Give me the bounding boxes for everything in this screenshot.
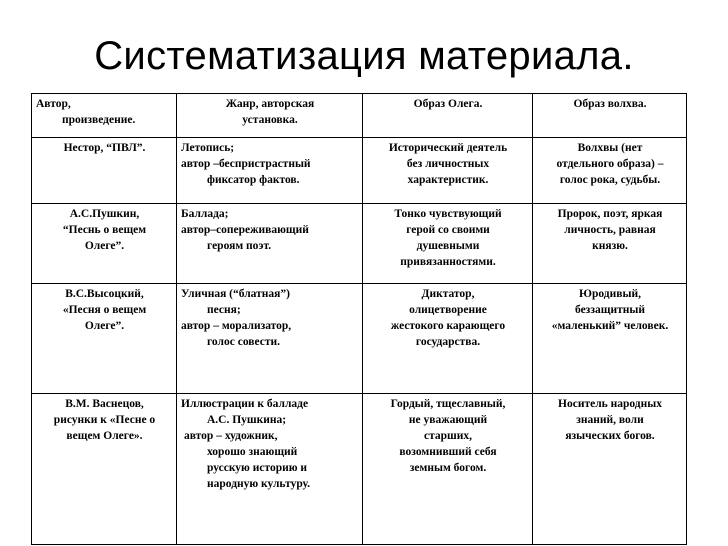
- cell-line: земным богом.: [409, 462, 487, 474]
- cell-line: песня;: [207, 304, 241, 316]
- table-cell: [32, 138, 177, 204]
- cell-line: произведение.: [62, 114, 136, 126]
- table-cell: [533, 138, 687, 204]
- table-cell: [363, 204, 533, 284]
- slide-title: Систематизация материала.: [94, 34, 634, 78]
- cell-line: старших,: [424, 430, 472, 442]
- table-cell: [533, 284, 687, 394]
- table-cell: [363, 394, 533, 545]
- cell-line: не уважающий: [408, 414, 488, 426]
- table-row: [32, 204, 687, 284]
- cell-line: без личностных: [406, 158, 490, 170]
- table-cell: [177, 204, 363, 284]
- cell-line: установка.: [242, 114, 298, 126]
- cell-line: Уличная (“блатная”): [181, 288, 290, 300]
- cell-line: жестокого карающего: [390, 320, 506, 332]
- cell-line: душевными: [416, 240, 480, 252]
- table-cell: [177, 284, 363, 394]
- table-cell: [363, 284, 533, 394]
- cell-line: Волхвы (нет: [577, 142, 643, 154]
- cell-line: героям поэт.: [207, 240, 272, 252]
- cell-line: Юродивый,: [579, 288, 641, 300]
- cell-line: отдельного образа) –: [556, 158, 664, 170]
- table-cell: [177, 138, 363, 204]
- table-row: [32, 284, 687, 394]
- cell-line: В.С.Высоцкий,: [65, 288, 144, 300]
- cell-line: автор–сопереживающий: [181, 224, 309, 236]
- cell-line: Иллюстрации к балладе: [181, 398, 309, 410]
- cell-line: вещем Олеге».: [66, 430, 143, 442]
- cell-line: «Песня о вещем: [62, 304, 147, 316]
- cell-line: А.С. Пушкина;: [207, 414, 287, 426]
- table-header-row: [32, 94, 687, 138]
- cell-line: рисунки к «Песне о: [53, 414, 156, 426]
- cell-line: Пророк, поэт, яркая: [557, 208, 663, 220]
- cell-line: Тонко чувствующий: [394, 208, 502, 220]
- cell-line: «маленький” человек.: [551, 320, 669, 332]
- cell-line: русскую историю и: [207, 462, 308, 474]
- cell-line: Образ Олега.: [413, 98, 483, 110]
- cell-line: А.С.Пушкин,: [69, 208, 140, 220]
- cell-line: государства.: [415, 336, 481, 348]
- cell-line: народную культуру.: [207, 478, 311, 490]
- cell-line: возомнивший себя: [399, 446, 497, 458]
- table-row: [32, 138, 687, 204]
- cell-line: знаний, воли: [576, 414, 644, 426]
- cell-line: “Песнь о вещем: [62, 224, 147, 236]
- cell-line: князю.: [592, 240, 628, 252]
- header-cell-genre: [177, 94, 363, 138]
- cell-line: голос совести.: [207, 336, 280, 348]
- cell-line: Исторический деятель: [388, 142, 508, 154]
- cell-line: беззащитный: [574, 304, 646, 316]
- table-row: [32, 394, 687, 545]
- cell-line: хорошо знающий: [207, 446, 298, 458]
- materials-table: [31, 93, 687, 545]
- header-cell-oleg: [363, 94, 533, 138]
- cell-line: автор – морализатор,: [181, 320, 292, 332]
- cell-line: Олеге”.: [84, 240, 125, 252]
- cell-line: фиксатор фактов.: [207, 174, 300, 186]
- cell-line: Олеге”.: [84, 320, 125, 332]
- cell-line: Нестор, “ПВЛ”.: [63, 142, 146, 154]
- cell-line: Баллада;: [181, 208, 229, 220]
- table-cell: [533, 204, 687, 284]
- cell-line: языческих богов.: [565, 430, 655, 442]
- table-cell: [177, 394, 363, 545]
- header-cell-volkhv: [533, 94, 687, 138]
- table-cell: [533, 394, 687, 545]
- cell-line: Летопись;: [181, 142, 235, 154]
- cell-line: Автор,: [36, 98, 71, 110]
- table-cell: [363, 138, 533, 204]
- cell-line: Гордый, тщеславный,: [390, 398, 506, 410]
- header-cell-author: [32, 94, 177, 138]
- cell-line: голос рока, судьбы.: [559, 174, 661, 186]
- cell-line: автор – художник,: [184, 430, 278, 442]
- table-cell: [32, 204, 177, 284]
- cell-line: герой со своими: [406, 224, 490, 236]
- cell-line: Жанр, авторская: [225, 98, 315, 110]
- cell-line: В.М. Васнецов,: [65, 398, 144, 410]
- table-cell: [32, 284, 177, 394]
- cell-line: привязанностями.: [400, 256, 496, 268]
- table-cell: [32, 394, 177, 545]
- cell-line: личность, равная: [564, 224, 656, 236]
- cell-line: Носитель народных: [558, 398, 662, 410]
- cell-line: Образ волхва.: [573, 98, 647, 110]
- cell-line: характеристик.: [407, 174, 489, 186]
- cell-line: олицетворение: [409, 304, 487, 316]
- cell-line: Диктатор,: [421, 288, 475, 300]
- cell-line: автор –беспристрастный: [181, 158, 311, 170]
